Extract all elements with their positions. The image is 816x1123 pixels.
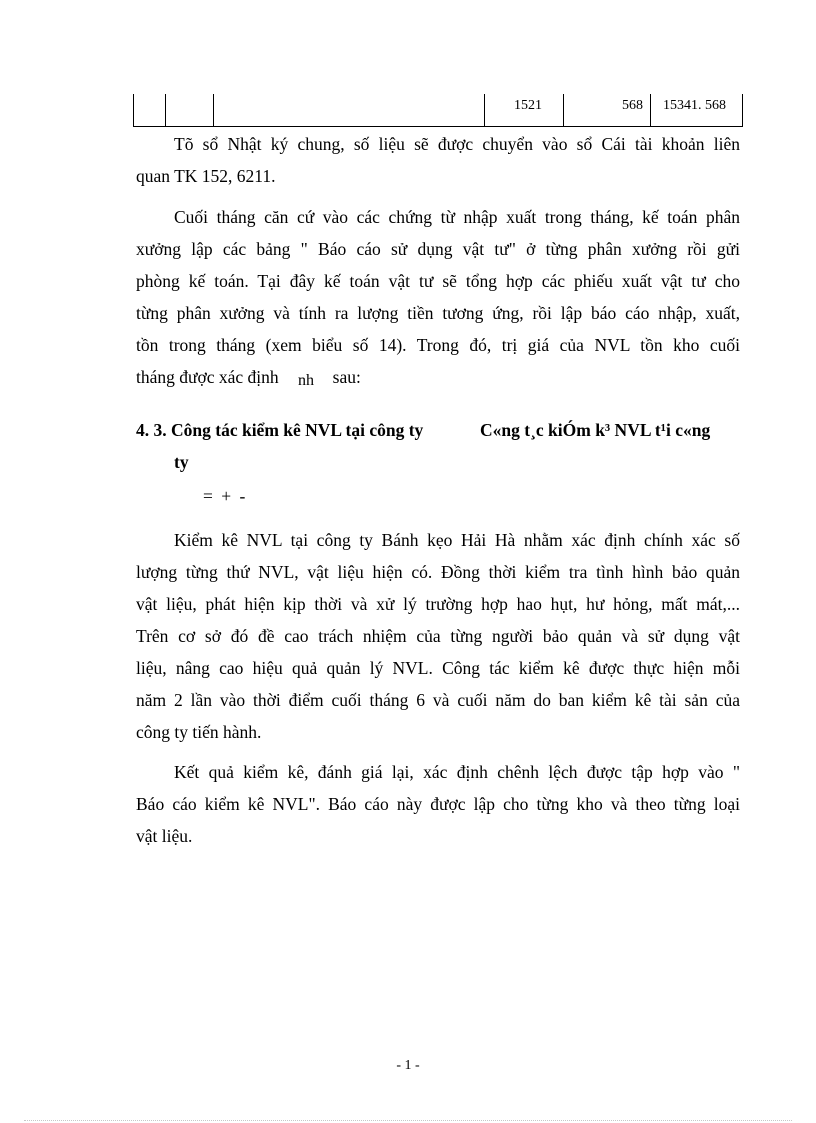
paragraph-line: lượng từng thứ NVL, vật liệu hiện có. Đồng thời kiểm tra tình hình bảo quản <box>136 562 740 582</box>
page-bottom-divider <box>24 1120 792 1121</box>
paragraph-line: quan TK 152, 6211. <box>136 166 276 186</box>
paragraph-line: liệu, nâng cao hiệu quả quản lý NVL. Công tác kiểm kê được thực hiện mỗi <box>136 658 740 678</box>
table-cell-amount: 15341. 568 <box>663 98 726 113</box>
paragraph-fragment: tháng được xác định <box>136 367 279 387</box>
formula-fragment: nh <box>298 372 314 389</box>
table-border <box>650 94 651 126</box>
paragraph-line: vật liệu, phát hiện kịp thời và xử lý trường hợp hao hụt, hư hỏng, mất mát,... <box>136 594 740 614</box>
paragraph-fragment: sau: <box>332 367 361 387</box>
paragraph-line: Trên cơ sở đó đề cao trách nhiệm của từng người bảo quản và sử dụng vật <box>136 626 740 646</box>
heading-continuation: ty <box>174 452 189 472</box>
table-cell-account: 1521 <box>514 98 542 113</box>
paragraph-line: năm 2 lần vào thời điểm cuối tháng 6 và cuối năm do ban kiểm kê tài sản của <box>136 690 740 710</box>
paragraph-line: tồn trong tháng (xem biểu số 14). Trong đó, trị giá của NVL tồn kho cuối <box>136 335 740 355</box>
table-border <box>484 94 485 126</box>
table-border <box>563 94 564 126</box>
table-border <box>133 94 134 126</box>
page-number: - 1 - <box>396 1058 420 1073</box>
paragraph-2 <box>136 201 740 393</box>
table-border <box>213 94 214 126</box>
paragraph-3 <box>136 524 740 748</box>
paragraph-line: vật liệu. <box>136 826 193 846</box>
paragraph-1 <box>136 128 740 192</box>
table-cell-quantity: 568 <box>622 98 643 113</box>
paragraph-line <box>136 361 740 393</box>
table-fragment <box>133 94 743 127</box>
paragraph-line: từng phân xưởng và tính ra lượng tiền tương ứng, rồi lập báo cáo nhập, xuất, <box>136 303 740 323</box>
paragraph-4 <box>136 756 740 852</box>
paragraph-line: công ty tiến hành. <box>136 722 262 742</box>
paragraph-line: Tõ sổ Nhật ký chung, số liệu sẽ được chuyển vào sổ Cái tài khoản liên <box>174 134 740 154</box>
paragraph-line: Kiểm kê NVL tại công ty Bánh kẹo Hải Hà nhằm xác định chính xác số <box>174 530 740 550</box>
table-border <box>742 94 743 126</box>
table-border <box>165 94 166 126</box>
paragraph-line: phòng kế toán. Tại đây kế toán vật tư sẽ tổng hợp các phiếu xuất vật tư cho <box>136 271 740 291</box>
heading-title: 4. 3. Công tác kiểm kê NVL tại công ty <box>136 420 424 440</box>
paragraph-line: Cuối tháng căn cứ vào các chứng từ nhập xuất trong tháng, kế toán phân <box>174 207 740 227</box>
paragraph-line: Báo cáo kiểm kê NVL". Báo cáo này được lập cho từng kho và theo từng loại <box>136 794 740 814</box>
paragraph-line: xưởng lập các bảng " Báo cáo sử dụng vật tư" ở từng phân xưởng rồi gửi <box>136 239 740 259</box>
paragraph-line: Kết quả kiểm kê, đánh giá lại, xác định chênh lệch được tập hợp vào " <box>174 762 740 782</box>
heading-garbled-duplicate: C«ng t¸c kiÓm k³ NVL t¹i c«ng <box>480 420 711 440</box>
formula: = + - <box>203 486 248 506</box>
